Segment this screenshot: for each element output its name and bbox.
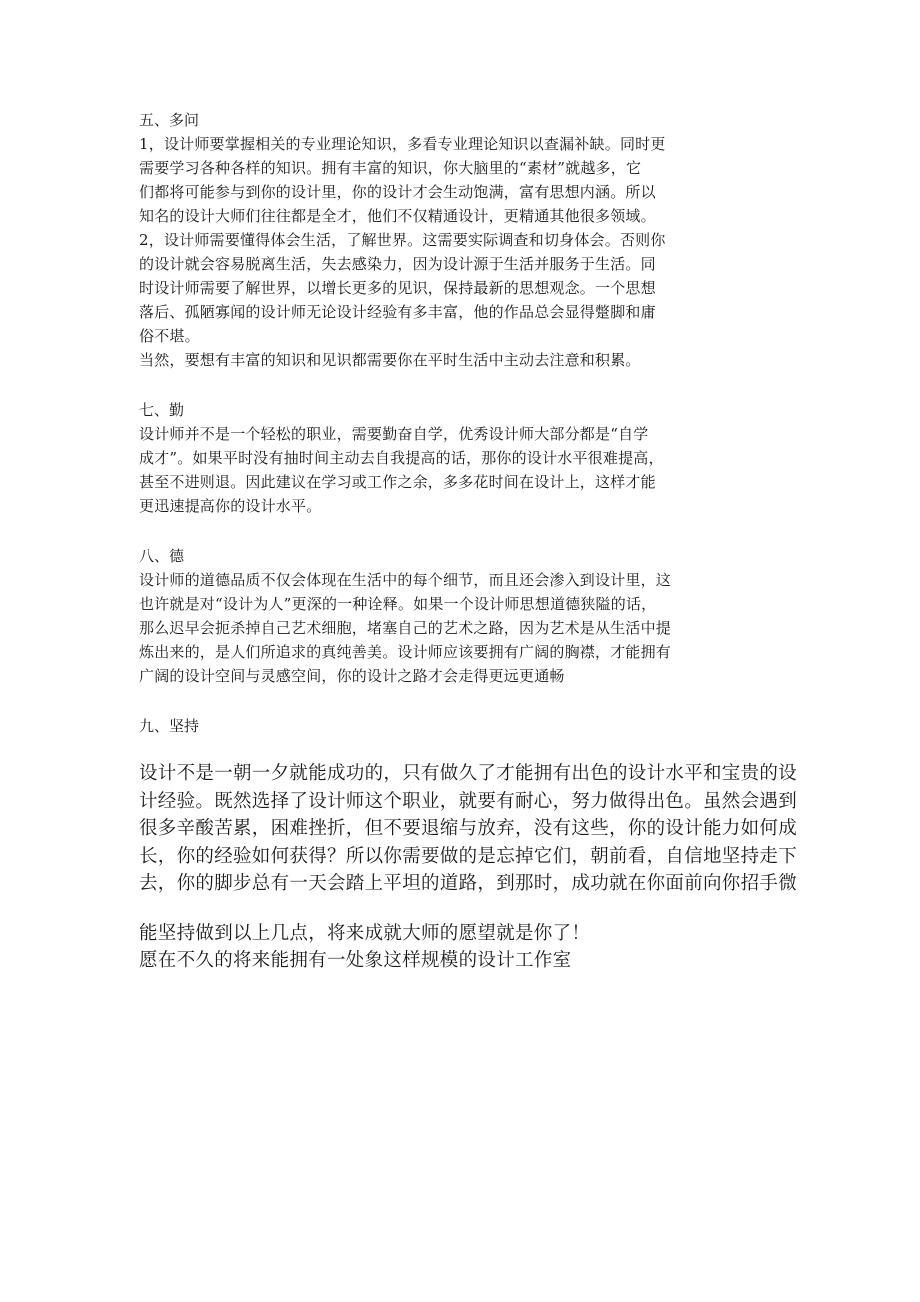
spacer (139, 688, 789, 714)
paragraph-line: 更迅速提高你的设计水平。 (139, 497, 322, 515)
section-persistence (139, 714, 798, 898)
spacer (139, 898, 789, 920)
paragraph-line: 设计不是一朝一夕就能成功的，只有做久了才能拥有出色的设计水平和宝贵的设 (139, 763, 798, 784)
paragraph-line: 们都将可能参与到你的设计里，你的设计才会生动饱满，富有思想内涵。所以 (139, 183, 656, 201)
paragraph-line: 也许就是对“设计为人”更深的一种诠释。如果一个设计师思想道德狭隘的话， (139, 595, 657, 613)
paragraph-line: 俗不堪。 (139, 327, 200, 345)
paragraph-line: 愿在不久的将来能拥有一处象这样规模的设计工作室 (139, 950, 572, 971)
paragraph-line: 时设计师需要了解世界，以增长更多的见识，保持最新的思想观念。一个思想 (139, 279, 656, 297)
spacer (139, 372, 789, 398)
spacer (139, 518, 789, 544)
paragraph-line: 设计师的道德品质不仅会体现在生活中的每个细节，而且还会渗入到设计里，这 (139, 571, 672, 589)
section-heading: 九、坚持 (139, 717, 200, 735)
section-ask-more (139, 108, 789, 372)
paragraph-line: 落后、孤陋寡闻的设计师无论设计经验有多丰富，他的作品总会显得蹩脚和庸 (139, 303, 656, 321)
paragraph-line: 炼出来的，是人们所追求的真纯善美。设计师应该要拥有广阔的胸襟，才能拥有 (139, 643, 672, 661)
paragraph-line: 计经验。既然选择了设计师这个职业，就要有耐心，努力做得出色。虽然会遇到 (139, 790, 798, 812)
section-heading: 八、德 (139, 547, 185, 565)
paragraph-line: 1，设计师要掌握相关的专业理论知识，多看专业理论知识以查漏补缺。同时更 (139, 135, 666, 153)
closing-remarks (139, 920, 789, 975)
paragraph-line: 的设计就会容易脱离生活，失去感染力，因为设计源于生活并服务于生活。同 (139, 255, 656, 273)
document-page (139, 108, 798, 975)
section-heading: 七、勤 (139, 401, 185, 419)
paragraph-line: 知名的设计大师们往往都是全才，他们不仅精通设计，更精通其他很多领域。 (139, 207, 656, 225)
section-diligence (139, 398, 789, 518)
section-virtue (139, 544, 789, 688)
paragraph-line: 成才”。如果平时没有抽时间主动去自我提高的话，那你的设计水平很难提高， (139, 449, 664, 467)
paragraph-line: 需要学习各种各样的知识。拥有丰富的知识，你大脑里的“素材”就越多，它 (139, 159, 642, 177)
paragraph-line: 去，你的脚步总有一天会踏上平坦的道路，到那时，成功就在你面前向你招手微 (139, 873, 798, 894)
paragraph-line: 设计师并不是一个轻松的职业，需要勤奋自学，优秀设计师大部分都是“自学 (139, 425, 649, 443)
paragraph-line: 广阔的设计空间与灵感空间，你的设计之路才会走得更远更通畅 (139, 667, 565, 685)
section-heading: 五、多问 (139, 111, 200, 129)
paragraph-line: 很多辛酸苦累，困难挫折，但不要退缩与放弃，没有这些，你的设计能力如何成 (139, 818, 798, 839)
spacer (139, 738, 789, 760)
paragraph-line: 2，设计师需要懂得体会生活，了解世界。这需要实际调查和切身体会。否则你 (139, 231, 666, 249)
paragraph-line: 当然，要想有丰富的知识和见识都需要你在平时生活中主动去注意和积累。 (139, 351, 641, 369)
paragraph-line: 能坚持做到以上几点，将来成就大师的愿望就是你了！ (139, 922, 591, 944)
paragraph-line: 甚至不进则退。因此建议在学习或工作之余，多多花时间在设计上，这样才能 (139, 473, 656, 491)
paragraph-line: 那么迟早会扼杀掉自己艺术细胞，堵塞自己的艺术之路，因为艺术是从生活中提 (139, 619, 672, 637)
paragraph-line: 长，你的经验如何获得？所以你需要做的是忘掉它们，朝前看，自信地坚持走下 (139, 845, 798, 867)
